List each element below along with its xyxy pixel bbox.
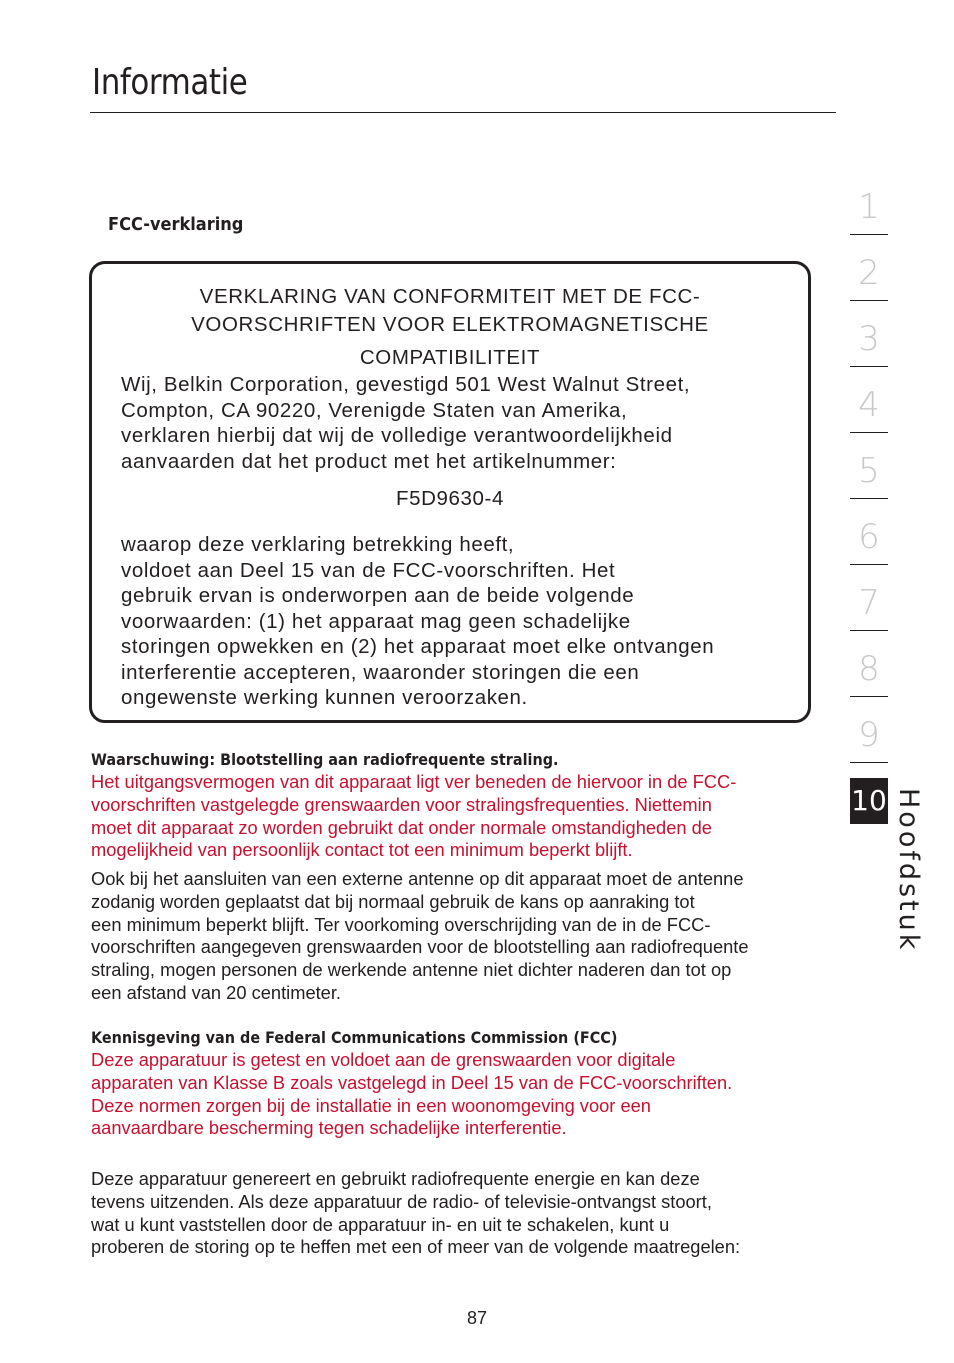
chapter-nav-divider [850,762,888,763]
declaration-model-number: F5D9630-4 [396,487,504,510]
chapter-nav-divider [850,366,888,367]
warning-heading: Waarschuwing: Blootstelling aan radiofrequente straling. [91,750,559,769]
declaration-title-line-1: VERKLARING VAN CONFORMITEIT MET DE FCC- [199,285,701,308]
chapter-nav-divider [850,564,888,565]
chapter-nav-item-8[interactable]: 8 [858,649,880,689]
chapter-label: Hoofdstuk [893,788,924,953]
chapter-nav-item-6[interactable]: 6 [858,517,880,557]
chapter-nav-item-10-active[interactable]: 10 [850,778,888,824]
chapter-nav-divider [850,696,888,697]
chapter-nav-divider [850,432,888,433]
fcc-notice-text: Deze apparatuur genereert en gebruikt radiofrequente energie en kan deze tevens uitzenden. Als deze apparatuur de radio- of televisie-ontvangst stoort, wat u kunt vaststellen door de apparatuur in- en uit te schakelen, kunt u proberen de storing op te heffen met een of meer van de volgende maatregelen: [91,1168,741,1258]
chapter-nav-divider [850,498,888,499]
chapter-nav-divider [850,300,888,301]
chapter-nav-item-9[interactable]: 9 [858,715,880,755]
chapter-nav-item-3[interactable]: 3 [858,319,880,359]
chapter-nav-divider [850,630,888,631]
fcc-notice-red-text: Deze apparatuur is getest en voldoet aan de grenswaarden voor digitale apparaten van Klasse B zoals vastgelegd in Deel 15 van de FCC-voorschriften. Deze normen zorgen bij de installatie in een woonomgeving voor een aanvaardbare bescherming tegen schadelijke interferentie. [91,1049,733,1139]
title-rule [90,112,836,113]
chapter-nav-divider [850,234,888,235]
declaration-body: waarop deze verklaring betrekking heeft, voldoet aan Deel 15 van de FCC-voorschriften. Het gebruik ervan is onderworpen aan de beide volgende voorwaarden: (1) het apparaat mag geen schadelijke storingen opwekken en (2) het apparaat moet elke ontvangen interferentie accepteren, waaronder storingen die een ongewenste werking kunnen veroorzaken. [121,533,715,709]
declaration-title-line-2: VOORSCHRIFTEN VOOR ELEKTROMAGNETISCHE [191,313,709,336]
page-title: Informatie [92,62,248,103]
declaration-box [89,261,811,723]
warning-text: Ook bij het aansluiten van een externe antenne op dit apparaat moet de antenne zodanig worden geplaatst dat bij normaal gebruik de kans op aanraking tot een minimum beperkt blijft. Ter voorkoming overschrijding van de in de FCC- voorschriften aangegeven grenswaarden voor de blootstelling aan radiofrequente straling, mogen personen de werkende antenne niet dichter naderen dan tot op een afstand van 20 centimeter. [91,868,749,1003]
chapter-nav-item-2[interactable]: 2 [858,253,880,293]
chapter-nav-item-5[interactable]: 5 [858,451,880,491]
chapter-nav-item-4[interactable]: 4 [858,385,880,425]
page-number: 87 [466,1308,488,1328]
chapter-nav-item-7[interactable]: 7 [858,583,880,623]
fcc-notice-heading: Kennisgeving van de Federal Communications Commission (FCC) [91,1028,618,1047]
warning-red-text: Het uitgangsvermogen van dit apparaat ligt ver beneden de hiervoor in de FCC- voorschriften vastgelegde grenswaarden voor stralingsfrequenties. Niettemin moet dit apparaat zo worden gebruikt dat onder normale omstandigheden de mogelijkheid van persoonlijk contact tot een minimum beperkt blijft. [91,771,737,861]
declaration-intro: Wij, Belkin Corporation, gevestigd 501 West Walnut Street, Compton, CA 90220, Verenigde Staten van Amerika, verklaren hierbij dat wij de volledige verantwoordelijkheid aanvaarden dat het product met het artikelnummer: [121,373,691,473]
declaration-title-line-3: COMPATIBILITEIT [359,346,541,369]
section-heading-fcc-verklaring: FCC-verklaring [108,214,244,235]
chapter-nav-item-1[interactable]: 1 [858,187,880,227]
